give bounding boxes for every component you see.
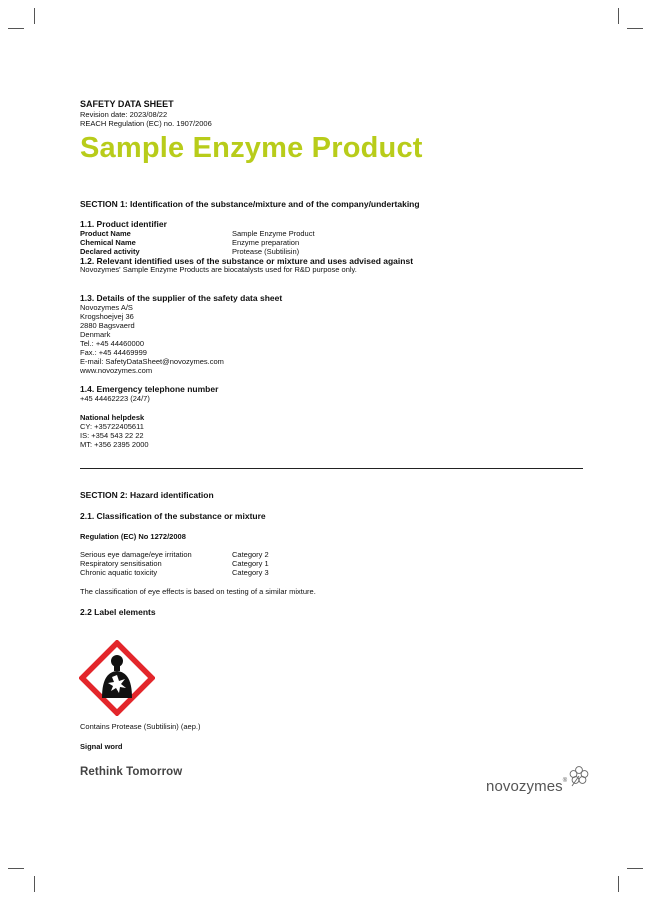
- hazard-category: Category 3: [232, 568, 269, 577]
- regulation-heading: Regulation (EC) No 1272/2008: [80, 532, 186, 541]
- section-1-1-heading: 1.1. Product identifier: [80, 219, 167, 229]
- section-1-2-heading: 1.2. Relevant identified uses of the substance or mixture and uses advised against: [80, 256, 414, 266]
- section-1-4-heading: 1.4. Emergency telephone number: [80, 384, 219, 394]
- section-1-heading: SECTION 1: Identification of the substance/mixture and of the company/undertaking: [80, 199, 420, 209]
- identifier-row: [80, 247, 500, 256]
- identifier-key: Declared activity: [80, 247, 140, 256]
- section-2-1-heading: 2.1. Classification of the substance or mixture: [80, 511, 266, 521]
- product-identifier-table: [80, 229, 500, 256]
- helpdesk-line: IS: +354 543 22 22: [80, 431, 144, 440]
- supplier-line: Fax.: +45 44469999: [80, 348, 147, 357]
- emergency-number: +45 44462223 (24/7): [80, 394, 150, 403]
- classification-table: [80, 550, 500, 577]
- crop-mark: [8, 28, 24, 29]
- doc-type: SAFETY DATA SHEET: [80, 99, 174, 109]
- identifier-row: [80, 238, 500, 247]
- revision-date: Revision date: 2023/08/22: [80, 110, 168, 119]
- contains-text: Contains Protease (Subtilisin) (aep.): [80, 722, 201, 731]
- novozymes-flower-icon: [568, 765, 590, 787]
- helpdesk-line: CY: +35722405611: [80, 422, 144, 431]
- hazard-class: Respiratory sensitisation: [80, 559, 162, 568]
- identifier-key: Chemical Name: [80, 238, 136, 247]
- footer-tagline: Rethink Tomorrow: [80, 766, 183, 778]
- crop-mark: [618, 8, 619, 24]
- supplier-line: Tel.: +45 44460000: [80, 339, 145, 348]
- supplier-line: Denmark: [80, 330, 111, 339]
- supplier-website: www.novozymes.com: [80, 366, 153, 375]
- hazard-category: Category 2: [232, 550, 269, 559]
- classification-note: The classification of eye effects is based on testing of a similar mixture.: [80, 587, 316, 596]
- identifier-row: [80, 229, 500, 238]
- helpdesk-heading: National helpdesk: [80, 413, 145, 422]
- section-2-2-heading: 2.2 Label elements: [80, 607, 156, 617]
- crop-mark: [618, 876, 619, 892]
- identifier-value: Sample Enzyme Product: [232, 229, 315, 238]
- classification-row: [80, 559, 500, 568]
- hazard-class: Chronic aquatic toxicity: [80, 568, 158, 577]
- reach-regulation: REACH Regulation (EC) no. 1907/2006: [80, 119, 212, 128]
- section-1-2-text: Novozymes' Sample Enzyme Products are biocatalysts used for R&D purpose only.: [80, 265, 357, 274]
- crop-mark: [627, 868, 643, 869]
- section-1-3-heading: 1.3. Details of the supplier of the safety data sheet: [80, 293, 283, 303]
- novozymes-logo: [486, 778, 567, 796]
- supplier-line: Krogshoejvej 36: [80, 312, 134, 321]
- section-divider: [80, 468, 583, 469]
- identifier-key: Product Name: [80, 229, 131, 238]
- document-header: [80, 99, 212, 128]
- signal-word-heading: Signal word: [80, 742, 123, 751]
- supplier-details: [80, 303, 224, 375]
- crop-mark: [34, 876, 35, 892]
- hazard-class: Serious eye damage/eye irritation: [80, 550, 192, 559]
- crop-mark: [8, 868, 24, 869]
- hazard-category: Category 1: [232, 559, 269, 568]
- health-hazard-pictogram-icon: [79, 640, 155, 716]
- classification-row: [80, 550, 500, 559]
- supplier-line: Novozymes A/S: [80, 303, 133, 312]
- crop-mark: [627, 28, 643, 29]
- logo-registered-mark: ®: [562, 778, 568, 784]
- helpdesk-line: MT: +356 2395 2000: [80, 440, 149, 449]
- identifier-value: Enzyme preparation: [232, 238, 300, 247]
- supplier-line: 2880 Bagsvaerd: [80, 321, 135, 330]
- supplier-email: E-mail: SafetyDataSheet@novozymes.com: [80, 357, 224, 366]
- logo-text: novozymes: [486, 778, 563, 795]
- identifier-value: Protease (Subtilisin): [232, 247, 300, 256]
- crop-mark: [34, 8, 35, 24]
- classification-row: [80, 568, 500, 577]
- helpdesk-list: [80, 422, 149, 449]
- product-title: Sample Enzyme Product: [80, 132, 423, 164]
- section-2-heading: SECTION 2: Hazard identification: [80, 490, 214, 500]
